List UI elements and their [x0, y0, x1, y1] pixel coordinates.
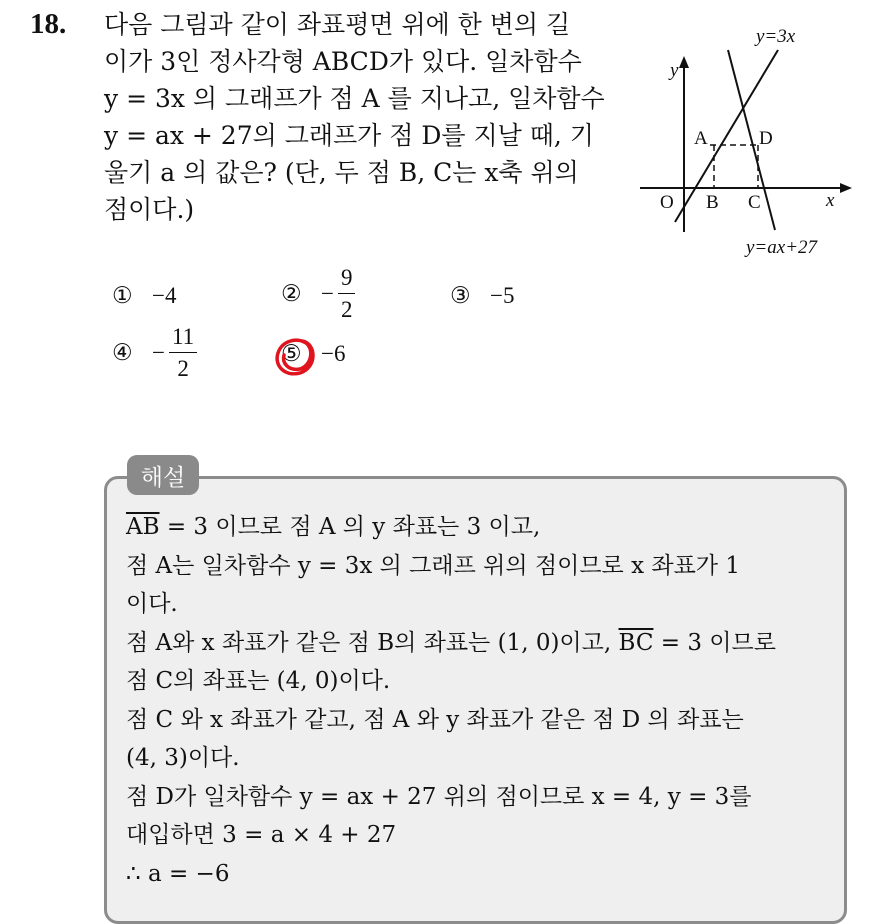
question-number: 18. — [30, 8, 67, 40]
question-text — [104, 6, 614, 228]
solution-line: (4, 3)이다. — [126, 745, 240, 771]
choice-value: −5 — [490, 283, 515, 308]
numerator: 9 — [338, 266, 356, 294]
label-c: C — [748, 192, 761, 213]
choice-number: ⑤ — [281, 341, 302, 366]
solution-line-text: 점 A와 x 좌표가 같은 점 B의 좌표는 (1, 0)이고, — [126, 629, 619, 656]
choice-number: ① — [112, 283, 133, 308]
solution-line-text: = 3 이므로 — [653, 629, 776, 656]
question-line: y = ax + 27의 그래프가 점 D를 지날 때, 기 — [104, 121, 594, 150]
label-y-axis: y — [670, 60, 679, 81]
question-line: 다음 그림과 같이 좌표평면 위에 한 변의 길 — [104, 10, 571, 39]
solution-line: 점 C의 좌표는 (4, 0)이다. — [126, 668, 391, 694]
solution-line: 점 C 와 x 좌표가 같고, 점 A 와 y 좌표가 같은 점 D 의 좌표는 — [126, 706, 744, 733]
fraction — [169, 325, 197, 380]
solution-line: 점 D가 일차함수 y = ax + 27 위의 점이므로 x = 4, y = 3를 — [126, 783, 752, 810]
choice-number: ② — [281, 280, 302, 306]
choice-4[interactable] — [112, 325, 197, 380]
question-line: 울기 a 의 값은? (단, 두 점 B, C는 x축 위의 — [104, 158, 579, 187]
choice-value: −4 — [152, 283, 177, 308]
solution-line: ∴ a = −6 — [126, 860, 230, 887]
x-axis-arrow — [840, 183, 852, 193]
denominator: 2 — [177, 356, 189, 381]
choice-3[interactable] — [450, 283, 514, 309]
solution-line — [126, 508, 826, 547]
choice-number: ④ — [112, 339, 133, 365]
choice-sign: − — [152, 339, 165, 365]
label-d: D — [759, 128, 773, 149]
choice-1[interactable] — [112, 283, 176, 309]
segment-bc: $\overline{BC}$ — [618, 629, 654, 656]
y-axis-arrow — [679, 56, 689, 68]
solution-text — [126, 508, 826, 893]
label-origin: O — [660, 192, 674, 213]
answer-circle-mark — [272, 333, 320, 379]
question-line: 이가 3인 정사각형 ABCD가 있다. 일차함수 — [104, 47, 582, 76]
choice-number: ③ — [450, 283, 471, 308]
denominator: 2 — [340, 297, 353, 322]
label-a: A — [694, 128, 708, 149]
fraction — [338, 266, 356, 321]
solution-tag: 해설 — [127, 455, 199, 495]
choice-sign: − — [321, 280, 334, 306]
numerator: 11 — [169, 325, 197, 353]
label-x-axis: x — [826, 190, 835, 211]
choice-value: −6 — [321, 341, 346, 366]
segment-ab: $\overline{AB}$ — [126, 514, 160, 540]
coordinate-graph — [630, 20, 860, 260]
label-b: B — [706, 192, 719, 213]
choice-2[interactable] — [281, 266, 355, 321]
solution-line: 대입하면 3 = a × 4 + 27 — [126, 822, 397, 848]
solution-line: 이다. — [126, 591, 178, 617]
question-line: 점이다.) — [104, 195, 195, 224]
solution-line: 점 A는 일차함수 y = 3x 의 그래프 위의 점이므로 x 좌표가 1 — [126, 552, 740, 579]
solution-line — [126, 624, 826, 663]
question-line: y = 3x 의 그래프가 점 A 를 지나고, 일차함수 — [104, 84, 605, 113]
label-y-3x: y=3x — [756, 26, 796, 47]
solution-line-text: = 3 이므로 점 A 의 y 좌표는 3 이고, — [159, 514, 541, 540]
label-y-ax-27: y=ax+27 — [746, 237, 818, 258]
